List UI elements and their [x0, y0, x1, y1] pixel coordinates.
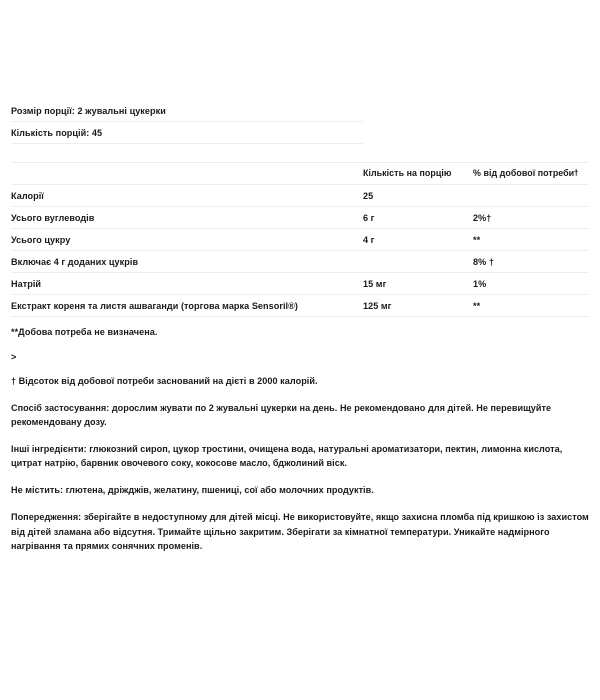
other-ingredients-paragraph: Інші інгредієнти: глюкозний сироп, цукор тростини, очищена вода, натуральні ароматизатори, пектин, лимонна кислота, цитрат натрію, барвник овочевого соку, кокосове масло, бджолиний віск. [11, 444, 563, 469]
nutrient-amount: 4 г [363, 229, 473, 251]
table-spacer-cell-label [11, 144, 363, 163]
nutrient-amount: 15 мг [363, 273, 473, 295]
footnote-stray-character: > [11, 352, 17, 362]
footnotes-section [11, 327, 589, 386]
table-spacer-row [11, 144, 589, 163]
column-header-daily-value: % від добової потребиϯ [473, 163, 589, 185]
product-information-section [11, 401, 589, 553]
servings-per-container-amount [363, 122, 473, 144]
servings-per-container-row [11, 122, 589, 144]
column-header-nutrient [11, 163, 363, 185]
table-row [11, 295, 589, 317]
serving-size-percent [473, 100, 589, 122]
serving-size-label: Розмір порції: 2 жувальні цукерки [11, 100, 363, 122]
allergen-free-paragraph: Не містить: глютена, дріжджів, желатину, пшениці, сої або молочних продуктів. [11, 485, 374, 496]
nutrient-amount: 6 г [363, 207, 473, 229]
table-row [11, 207, 589, 229]
nutrient-amount: 25 [363, 185, 473, 207]
nutrient-daily-value [473, 185, 589, 207]
footnote-daily-value-not-established: **Добова потреба не визначена. [11, 327, 158, 337]
table-spacer-cell-amount [363, 144, 473, 163]
table-row [11, 229, 589, 251]
nutrient-amount [363, 251, 473, 273]
servings-per-container-percent [473, 122, 589, 144]
serving-size-amount [363, 100, 473, 122]
nutrient-daily-value: 2%† [473, 207, 589, 229]
nutrient-amount: 125 мг [363, 295, 473, 317]
nutrient-daily-value: 1% [473, 273, 589, 295]
table-row [11, 273, 589, 295]
servings-per-container-label: Кількість порцій: 45 [11, 122, 363, 144]
serving-size-row [11, 100, 589, 122]
nutrient-label: Включає 4 г доданих цукрів [11, 251, 363, 273]
warning-paragraph: Попередження: зберігайте в недоступному для дітей місці. Не використовуйте, якщо захисна пломба під кришкою із захистом від дітей зламана або відсутня. Тримайте щільно закритим. Зберігати за кімнатної температури. Уникайте надмірного нагрівання та прямих сонячних променів. [11, 512, 589, 551]
nutrient-label: Екстракт кореня та листя ашваганди (торгова марка Sensoril®) [11, 295, 363, 317]
nutrient-daily-value: ** [473, 295, 589, 317]
footnote-daily-value-basis: † Відсоток від добової потреби заснований на дієті в 2000 калорій. [11, 376, 318, 386]
table-header-row [11, 163, 589, 185]
supplement-facts-body [11, 100, 589, 317]
nutrient-label: Калорії [11, 185, 363, 207]
nutrient-daily-value: 8% † [473, 251, 589, 273]
supplement-facts-table [11, 100, 589, 317]
directions-paragraph: Спосіб застосування: дорослим жувати по 2 жувальні цукерки на день. Не рекомендовано для дітей. Не перевищуйте рекомендовану дозу. [11, 403, 552, 428]
nutrient-label: Натрій [11, 273, 363, 295]
column-header-amount-per-serving: Кількість на порцію [363, 163, 473, 185]
nutrient-label: Усього вуглеводів [11, 207, 363, 229]
nutrient-daily-value: ** [473, 229, 589, 251]
nutrient-label: Усього цукру [11, 229, 363, 251]
table-row [11, 251, 589, 273]
table-row [11, 185, 589, 207]
table-spacer-cell-percent [473, 144, 589, 163]
supplement-facts-page [0, 100, 600, 700]
